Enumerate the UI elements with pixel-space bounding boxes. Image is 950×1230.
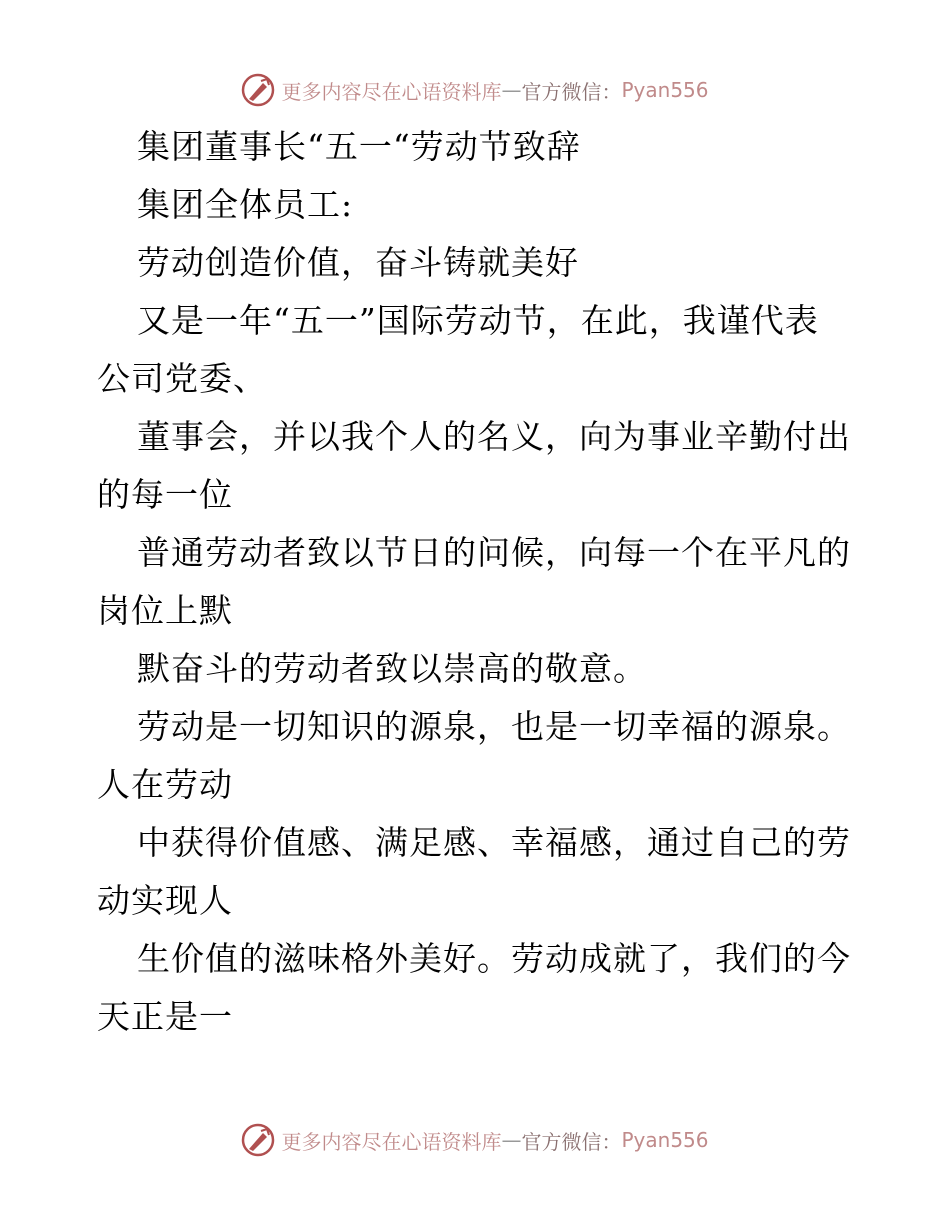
- pen-logo-icon: [241, 1123, 275, 1157]
- document-body: [97, 118, 857, 1046]
- text-line: 劳动创造价值，奋斗铸就美好: [137, 243, 579, 282]
- watermark-label: 官方微信：: [521, 79, 622, 104]
- text-line: 生价值的滋味格外美好。劳动成就了，我们的今: [137, 939, 851, 978]
- text-line: 董事会，并以我个人的名义，向为事业辛勤付出: [137, 417, 851, 456]
- watermark-dash: —: [501, 1128, 522, 1152]
- text-line: 中获得价值感、满足感、幸福感，通过自己的劳: [137, 823, 851, 862]
- text-line: 普通劳动者致以节日的问候，向每一个在平凡的: [137, 533, 851, 572]
- text-line: 岗位上默: [97, 591, 233, 630]
- text-line: 动实现人: [97, 881, 233, 920]
- text-line: 公司党委、: [97, 359, 267, 398]
- text-line: 天正是一: [97, 997, 233, 1036]
- text-line: 又是一年“五一”国际劳动节，在此，我谨代表: [137, 301, 819, 340]
- text-line: 默奋斗的劳动者致以崇高的敬意。: [137, 649, 647, 688]
- text-line: 集团全体员工:: [137, 185, 354, 224]
- text-line: 人在劳动: [97, 765, 233, 804]
- header-watermark: [0, 70, 950, 110]
- text-line: 集团董事长“五一“劳动节致辞: [137, 127, 581, 166]
- watermark-text: 更多内容尽在心语资料库: [281, 79, 502, 104]
- text-line: 的每一位: [97, 475, 233, 514]
- watermark-id: Pyan556: [621, 78, 709, 102]
- text-line: 劳动是一切知识的源泉，也是一切幸福的源泉。: [137, 707, 851, 746]
- footer-watermark: [0, 1120, 950, 1160]
- watermark-dash: —: [501, 78, 522, 102]
- pen-logo-icon: [241, 73, 275, 107]
- watermark-text: 更多内容尽在心语资料库: [281, 1129, 502, 1154]
- watermark-label: 官方微信：: [521, 1129, 622, 1154]
- watermark-id: Pyan556: [621, 1128, 709, 1152]
